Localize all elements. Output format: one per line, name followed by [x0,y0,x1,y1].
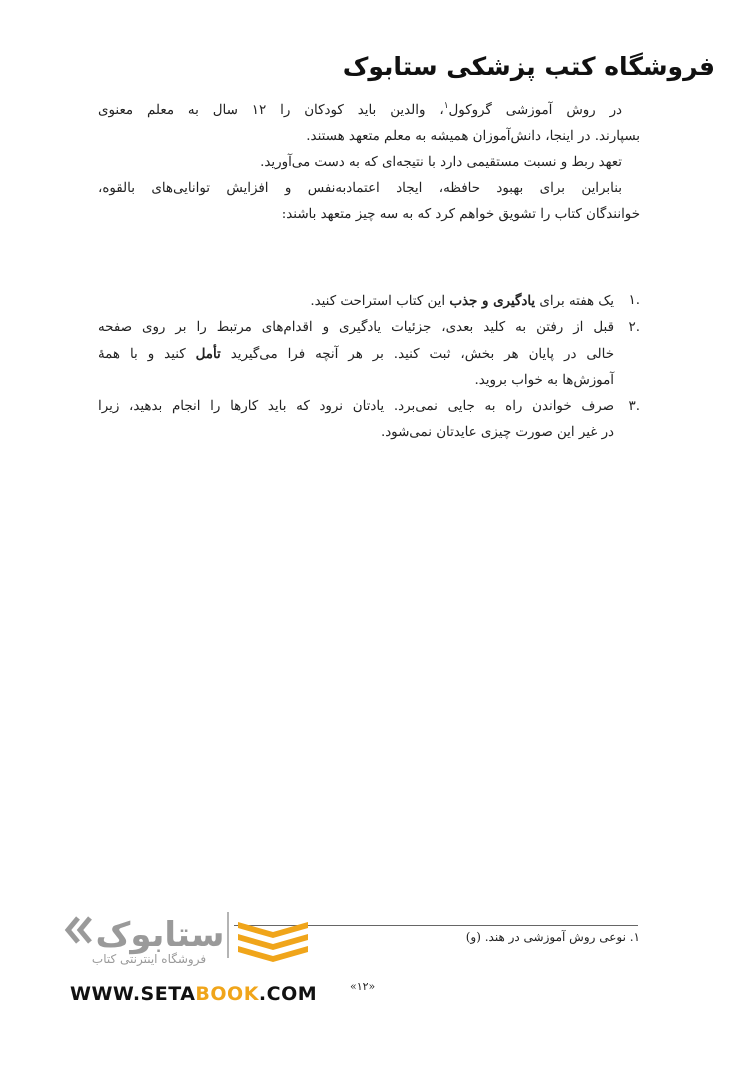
list-item-1-post: این کتاب استراحت کنید. [310,294,450,309]
list-item-2-line3: آموزش‌ها به خواب بروید. [474,373,614,388]
para2: تعهد ربط و نسبت مستقیمی دارد با نتیجه‌ای که به دست می‌آورید. [260,155,622,170]
list-item-2 [98,315,640,394]
para3-line1: بنابراین برای بهبود حافظه، ایجاد اعتمادبه‌نفس و افزایش توانایی‌های بالقوه، [98,181,622,196]
url-part-3: .COM [258,983,318,1005]
list-number: .۳ [628,399,640,414]
commitment-list [98,288,640,446]
store-title: فروشگاه کتب پزشکی ستابوک [342,52,715,81]
list-item-2-bold: تأمل [195,346,221,362]
para1-line2: بسپارند. در اینجا، دانش‌آموزان همیشه به معلم متعهد هستند. [306,129,640,144]
book-stack-icon [238,922,308,962]
list-item-1-bold: یادگیری و جذب [449,293,536,309]
para1-text-b: ، والدین باید کودکان را ۱۲ سال به معلم معنوی [98,103,444,118]
para1-text-a: در روش آموزشی گروکول [448,103,622,118]
chevron-arrows-icon [68,918,90,942]
page-number: «۱۲» [350,980,376,993]
list-item-1 [98,288,640,315]
para1-line1 [98,98,640,124]
list-item-3-line1: صرف خواندن راه به جایی نمی‌برد. یادتان نرود که باید کارها را انجام بدهید، زیرا [98,399,614,414]
footnote-mark[interactable]: ۱ [443,101,449,111]
footnote: ۱. نوعی روش آموزشی در هند. (و) [465,930,640,944]
list-item-2-pre: خالی در پایان هر بخش، ثبت کنید. بر هر آنچه فرا می‌گیرید [220,347,614,362]
list-item-1-pre: یک هفته برای [535,294,614,309]
body-text [98,98,640,228]
logo-subtitle: فروشگاه اینترنتی کتاب [91,952,207,966]
list-item-3 [98,394,640,446]
list-number: .۱ [628,293,640,308]
logo-wordmark: ستابوک [95,915,225,955]
list-item-2-post: کنید و با همهٔ [98,347,196,362]
site-url[interactable] [70,983,317,1005]
url-part-1: WWW.SETA [70,983,196,1005]
list-number: .۲ [628,320,640,335]
para3-line2: خوانندگان کتاب را تشویق خواهم کرد که به سه چیز متعهد باشند: [281,207,640,222]
list-item-2-line1: قبل از رفتن به کلید بعدی، جزئیات یادگیری و اقدام‌های مرتبط را بر روی صفحه [98,320,614,335]
list-item-1-line [98,288,614,315]
list-item-2-line2 [98,341,614,368]
url-part-accent: BOOK [195,983,259,1005]
list-item-3-line2: در غیر این صورت چیزی عایدتان نمی‌شود. [380,425,614,440]
